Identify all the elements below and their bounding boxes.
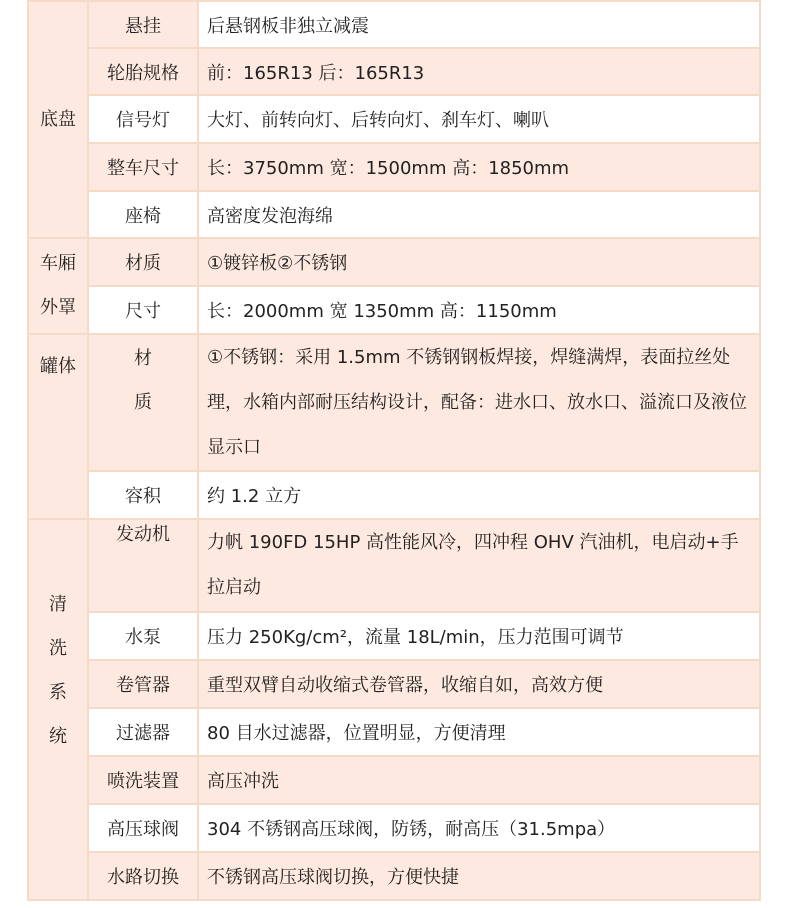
value-valve: 304 不锈钢高压球阀，防锈，耐高压（31.5mpa） <box>198 804 760 852</box>
group-clean-char-4: 统 <box>49 725 67 747</box>
table-row-filter <box>28 708 760 756</box>
group-clean <box>28 519 88 900</box>
label-box-material: 材质 <box>88 238 198 286</box>
table-row-pump <box>28 612 760 660</box>
value-box-size: 长：2000mm 宽 1350mm 高：1150mm <box>198 286 760 334</box>
table-row-valve <box>28 804 760 852</box>
group-box-label-line1: 车厢 <box>40 253 76 274</box>
table-row-box-material <box>28 238 760 286</box>
value-tank-capacity: 约 1.2 立方 <box>198 471 760 519</box>
value-tire: 前：165R13 后：165R13 <box>198 48 760 95</box>
label-engine: 发动机 <box>88 519 198 612</box>
table-row-signal <box>28 95 760 143</box>
table-row-engine <box>28 519 760 612</box>
value-suspension: 后悬钢板非独立减震 <box>198 1 760 48</box>
label-pump: 水泵 <box>88 612 198 660</box>
table-row-dimension <box>28 143 760 191</box>
label-waterway: 水路切换 <box>88 852 198 900</box>
value-reel: 重型双臂自动收缩式卷管器，收缩自如，高效方便 <box>198 660 760 708</box>
value-spray: 高压冲洗 <box>198 756 760 804</box>
label-seat: 座椅 <box>88 191 198 238</box>
group-tank <box>28 334 88 519</box>
table-row-tank-material <box>28 334 760 471</box>
label-tank-material-line2: 质 <box>134 392 152 413</box>
label-dimension: 整车尺寸 <box>88 143 198 191</box>
value-engine: 力帆 190FD 15HP 高性能风冷，四冲程 OHV 汽油机，电启动+手拉启动 <box>198 519 760 612</box>
table-row-tire <box>28 48 760 95</box>
table-row-seat <box>28 191 760 238</box>
value-waterway: 不锈钢高压球阀切换，方便快捷 <box>198 852 760 900</box>
label-box-size: 尺寸 <box>88 286 198 334</box>
value-signal: 大灯、前转向灯、后转向灯、刹车灯、喇叭 <box>198 95 760 143</box>
value-tank-material: ①不锈钢：采用 1.5mm 不锈钢钢板焊接，焊缝满焊，表面拉丝处理，水箱内部耐压结构设计，配备：进水口、放水口、溢流口及液位显示口 <box>198 334 760 471</box>
label-valve: 高压球阀 <box>88 804 198 852</box>
table-row-tank-capacity <box>28 471 760 519</box>
group-chassis <box>28 1 88 238</box>
group-tank-label: 罐体 <box>40 356 76 377</box>
value-seat: 高密度发泡海绵 <box>198 191 760 238</box>
label-filter: 过滤器 <box>88 708 198 756</box>
label-suspension: 悬挂 <box>88 1 198 48</box>
group-clean-char-2: 洗 <box>49 637 67 659</box>
label-signal: 信号灯 <box>88 95 198 143</box>
table-row-reel <box>28 660 760 708</box>
label-tank-capacity: 容积 <box>88 471 198 519</box>
label-spray: 喷洗装置 <box>88 756 198 804</box>
label-tire: 轮胎规格 <box>88 48 198 95</box>
group-chassis-label: 底盘 <box>40 108 76 130</box>
value-filter: 80 目水过滤器，位置明显，方便清理 <box>198 708 760 756</box>
label-tank-material <box>88 334 198 471</box>
table-row-box-size <box>28 286 760 334</box>
table-row-waterway <box>28 852 760 900</box>
group-box <box>28 238 88 334</box>
spec-table <box>27 0 761 901</box>
group-box-label-line2: 外罩 <box>40 297 76 318</box>
table-row-suspension <box>28 1 760 48</box>
group-clean-char-1: 清 <box>49 593 67 615</box>
group-clean-char-3: 系 <box>49 681 67 703</box>
value-pump: 压力 250Kg/cm²，流量 18L/min，压力范围可调节 <box>198 612 760 660</box>
label-reel: 卷管器 <box>88 660 198 708</box>
table-row-spray <box>28 756 760 804</box>
label-tank-material-line1: 材 <box>134 348 152 369</box>
value-dimension: 长：3750mm 宽：1500mm 高：1850mm <box>198 143 760 191</box>
value-box-material: ①镀锌板②不锈钢 <box>198 238 760 286</box>
